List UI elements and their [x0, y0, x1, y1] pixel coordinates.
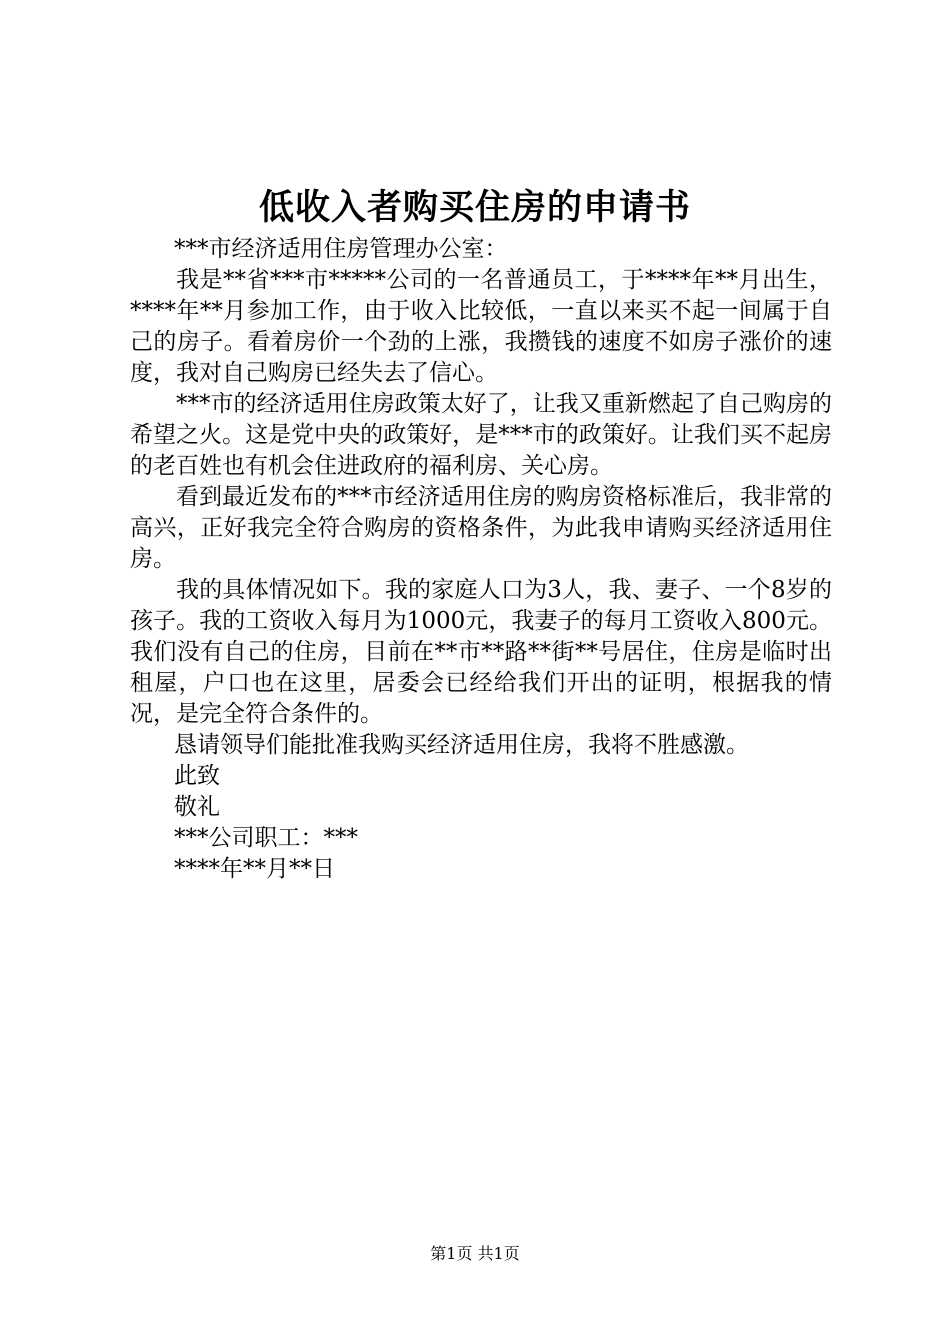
- paragraph-intro: 我是**省***市*****公司的一名普通员工，于****年**月出生，****年**月参加工作，由于收入比较低，一直以来买不起一间属于自己的房子。看着房价一个劲的上涨，我攒钱的速度不如房子涨价的速度，我对自己购房已经失去了信心。: [130, 267, 832, 386]
- paragraph-situation: 我的具体情况如下。我的家庭人口为3人，我、妻子、一个8岁的孩子。我的工资收入每月为1000元，我妻子的每月工资收入800元。我们没有自己的住房，目前在**市**路**街**号居住，住房是临时出租屋，户口也在这里，居委会已经给我们开出的证明，根据我的情况，是完全符合条件的。: [130, 577, 832, 727]
- signature: ***公司职工：***: [174, 825, 358, 851]
- paragraph-qualification: 看到最近发布的***市经济适用住房的购房资格标准后，我非常的高兴，正好我完全符合购房的资格条件，为此我申请购买经济适用住房。: [130, 484, 832, 572]
- document-body: [130, 234, 832, 885]
- page-footer: 第1页 共1页: [430, 1244, 520, 1263]
- document-title: 低收入者购买住房的申请书: [258, 187, 691, 228]
- date-line: ****年**月**日: [174, 856, 335, 882]
- request-line: 恳请领导们能批准我购买经济适用住房，我将不胜感激。: [174, 732, 749, 758]
- paragraph-policy: ***市的经济适用住房政策太好了，让我又重新燃起了自己购房的希望之火。这是党中央的政策好，是***市的政策好。让我们买不起房的老百姓也有机会住进政府的福利房、关心房。: [130, 391, 832, 479]
- salutation: ***市经济适用住房管理办公室：: [174, 236, 508, 262]
- closing-cizhi: 此致: [174, 763, 220, 789]
- closing-jingli: 敬礼: [174, 794, 220, 820]
